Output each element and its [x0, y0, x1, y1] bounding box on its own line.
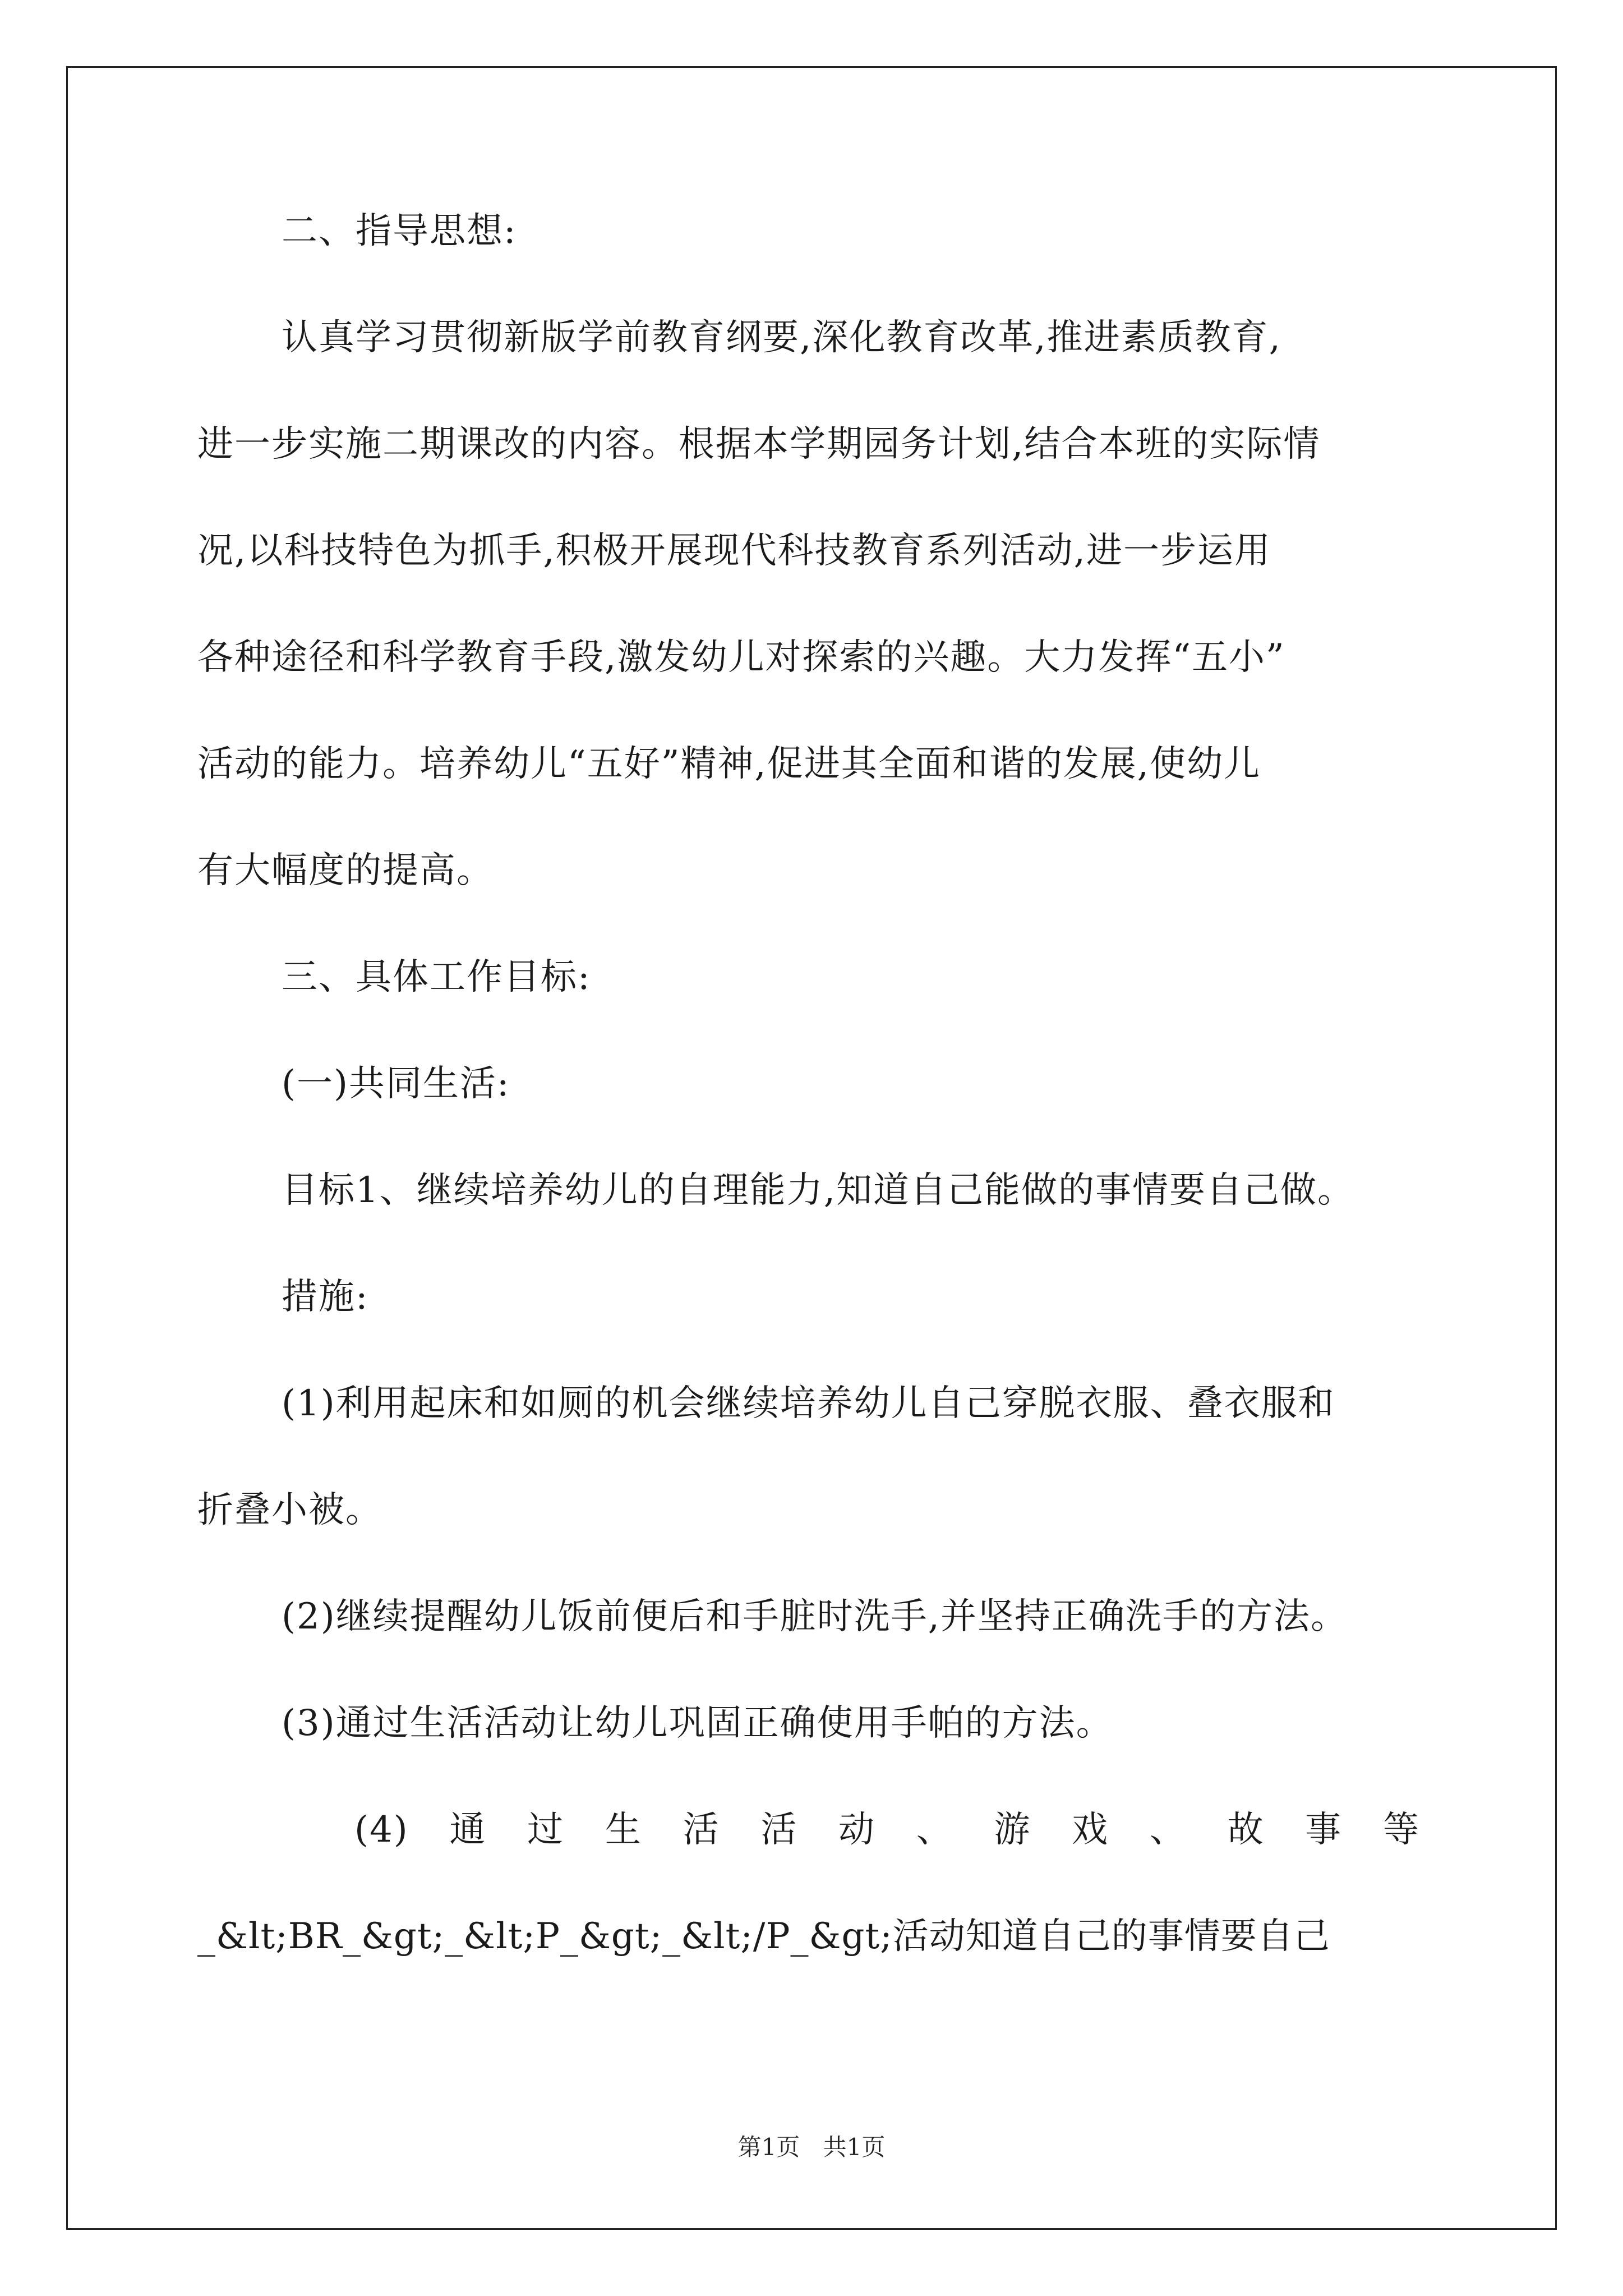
paragraph-line: 况,以科技特色为抓手,积极开展现代科技教育系列活动,进一步运用 [197, 530, 1272, 572]
spread-char: 等 [1383, 1809, 1420, 1851]
paragraph-line: 各种途径和科学教育手段,激发幼儿对探索的兴趣。大力发挥“五小” [197, 637, 1285, 678]
paragraph-line: 活动的能力。培养幼儿“五好”精神,促进其全面和谐的发展,使幼儿 [197, 743, 1261, 785]
measure-item: (1)利用起床和如厕的机会继续培养幼儿自己穿脱衣服、叠衣服和 [282, 1383, 1335, 1424]
paragraph-line-last: _&lt;BR_&gt;_&lt;P_&gt;_&lt;/P_&gt;活动知道自己的事情要自己 [197, 1916, 1330, 1957]
spread-char: 事 [1305, 1809, 1343, 1851]
spread-char: 故 [1227, 1809, 1265, 1851]
spread-char: 戏 [1072, 1809, 1109, 1851]
heading-work-goals: 三、具体工作目标: [282, 956, 591, 998]
measure-item: (2)继续提醒幼儿饭前便后和手脏时洗手,并坚持正确洗手的方法。 [282, 1596, 1348, 1637]
measure-item-continuation: 折叠小被。 [197, 1489, 382, 1531]
paragraph-line: 有大幅度的提高。 [197, 850, 494, 891]
spread-char: (4) [354, 1809, 409, 1851]
measure-item-spread [197, 1809, 1426, 1851]
spread-char: 、 [1149, 1809, 1187, 1851]
page-footer [0, 2129, 1623, 2162]
measure-item: (3)通过生活活动让幼儿巩固正确使用手帕的方法。 [282, 1703, 1113, 1744]
spread-char: 活 [683, 1809, 720, 1851]
subheading-common-life: (一)共同生活: [282, 1063, 510, 1105]
spread-char: 过 [527, 1809, 565, 1851]
page-number-current: 第1页 [737, 2133, 800, 2161]
page-number-total: 共1页 [823, 2133, 886, 2161]
spread-char: 、 [916, 1809, 953, 1851]
measures-label: 措施: [282, 1276, 369, 1318]
spread-char: 活 [760, 1809, 798, 1851]
spread-char: 游 [994, 1809, 1031, 1851]
heading-guiding-ideology: 二、指导思想: [282, 210, 517, 252]
paragraph-line: 认真学习贯彻新版学前教育纲要,深化教育改革,推进素质教育, [282, 317, 1282, 358]
spread-char: 通 [449, 1809, 487, 1851]
spread-char: 动 [838, 1809, 875, 1851]
paragraph-line: 进一步实施二期课改的内容。根据本学期园务计划,结合本班的实际情 [197, 424, 1321, 465]
goal-line: 目标1、继续培养幼儿的自理能力,知道自己能做的事情要自己做。 [282, 1170, 1355, 1211]
spread-char: 生 [605, 1809, 642, 1851]
page-border [66, 66, 1557, 2230]
